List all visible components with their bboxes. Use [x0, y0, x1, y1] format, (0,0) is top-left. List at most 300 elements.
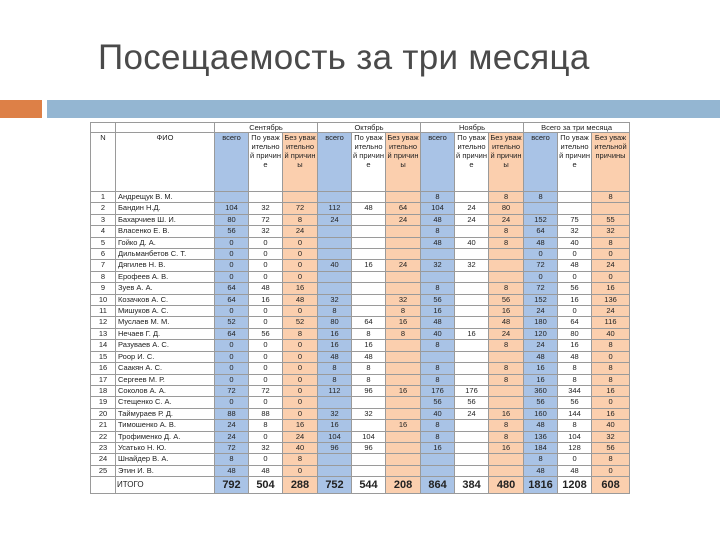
hours-cell: 0	[558, 454, 592, 465]
hours-cell: 184	[524, 442, 558, 453]
hours-cell: 0	[283, 363, 318, 374]
table-row	[91, 328, 630, 339]
hours-cell: 64	[524, 226, 558, 237]
hours-cell: 0	[249, 317, 283, 328]
hours-cell	[352, 192, 386, 203]
hours-cell: 0	[215, 237, 249, 248]
hours-cell: 72	[283, 203, 318, 214]
hours-cell: 8	[352, 374, 386, 385]
hours-cell: 0	[283, 408, 318, 419]
hours-cell: 8	[421, 363, 455, 374]
hours-cell: 40	[592, 420, 630, 431]
row-number: 7	[91, 260, 116, 271]
table-row	[91, 260, 630, 271]
sub-header-unrespectful: Без уважительной причины	[592, 133, 630, 192]
row-number: 11	[91, 306, 116, 317]
hours-cell: 40	[455, 237, 489, 248]
hours-cell	[352, 454, 386, 465]
hours-cell	[524, 203, 558, 214]
table-row	[91, 420, 630, 431]
hours-cell	[455, 431, 489, 442]
student-name: Трофименко Д. А.	[116, 431, 215, 442]
hours-cell: 16	[489, 306, 524, 317]
hours-cell: 128	[558, 442, 592, 453]
hours-cell: 8	[386, 328, 421, 339]
student-name: Бандин Н.Д.	[116, 203, 215, 214]
hours-cell	[386, 249, 421, 260]
accent-bar-orange	[0, 100, 42, 118]
hours-cell: 136	[592, 294, 630, 305]
hours-cell: 104	[558, 431, 592, 442]
hours-cell	[455, 226, 489, 237]
hours-cell: 96	[318, 442, 352, 453]
hours-cell: 8	[489, 192, 524, 203]
sub-header-respectful: По уважительной причине	[455, 133, 489, 192]
student-name: Власенко Е. В.	[116, 226, 215, 237]
sub-header-unrespectful: Без уважительной причины	[283, 133, 318, 192]
hours-cell: 16	[592, 385, 630, 396]
hours-cell: 32	[249, 442, 283, 453]
hours-cell: 24	[524, 340, 558, 351]
table-row	[91, 306, 630, 317]
row-number: 21	[91, 420, 116, 431]
row-number: 2	[91, 203, 116, 214]
student-name: Этин И. В.	[116, 465, 215, 476]
hours-cell: 0	[283, 374, 318, 385]
hours-cell: 16	[386, 420, 421, 431]
hours-cell: 0	[249, 374, 283, 385]
hours-cell: 32	[455, 260, 489, 271]
hours-cell	[386, 363, 421, 374]
table-row	[91, 226, 630, 237]
hours-cell: 0	[249, 454, 283, 465]
table-row	[91, 431, 630, 442]
hours-cell	[558, 192, 592, 203]
hours-cell	[249, 192, 283, 203]
hours-cell	[386, 351, 421, 362]
total-cell: 752	[318, 477, 352, 494]
hours-cell	[489, 260, 524, 271]
hours-cell: 48	[524, 351, 558, 362]
hours-cell	[455, 363, 489, 374]
total-cell: 384	[455, 477, 489, 494]
hours-cell	[421, 249, 455, 260]
hours-cell: 56	[249, 328, 283, 339]
hours-cell: 0	[558, 249, 592, 260]
row-number: 15	[91, 351, 116, 362]
hours-cell: 136	[524, 431, 558, 442]
hours-cell	[455, 294, 489, 305]
total-cell: 792	[215, 477, 249, 494]
row-number: 23	[91, 442, 116, 453]
hours-cell: 8	[421, 374, 455, 385]
hours-cell: 48	[283, 294, 318, 305]
total-cell: 288	[283, 477, 318, 494]
hours-cell: 16	[455, 328, 489, 339]
hours-cell: 8	[592, 374, 630, 385]
total-label: ИТОГО	[116, 477, 215, 494]
hours-cell: 176	[455, 385, 489, 396]
hours-cell	[215, 192, 249, 203]
hours-cell: 0	[215, 249, 249, 260]
hours-cell: 0	[249, 340, 283, 351]
hours-cell	[455, 454, 489, 465]
hours-cell: 8	[592, 192, 630, 203]
hours-cell	[386, 408, 421, 419]
hours-cell	[386, 374, 421, 385]
hours-cell	[489, 271, 524, 282]
hours-cell: 0	[215, 351, 249, 362]
hours-cell: 8	[283, 454, 318, 465]
hours-cell: 0	[283, 249, 318, 260]
hours-cell: 72	[249, 385, 283, 396]
total-cell: 608	[592, 477, 630, 494]
student-name: Роор И. С.	[116, 351, 215, 362]
hours-cell: 8	[318, 374, 352, 385]
hours-cell	[455, 283, 489, 294]
hours-cell: 56	[558, 397, 592, 408]
hours-cell: 64	[558, 317, 592, 328]
student-name: Шнайдер В. А.	[116, 454, 215, 465]
slide-title: Посещаемость за три месяца	[98, 38, 590, 77]
header-month-3: Ноябрь	[421, 123, 524, 133]
student-name: Козачков А. С.	[116, 294, 215, 305]
hours-cell: 0	[283, 397, 318, 408]
hours-cell: 48	[421, 214, 455, 225]
hours-cell	[455, 192, 489, 203]
hours-cell: 8	[592, 237, 630, 248]
table-row	[91, 442, 630, 453]
hours-cell: 40	[558, 237, 592, 248]
hours-cell: 104	[318, 431, 352, 442]
hours-cell: 104	[215, 203, 249, 214]
hours-cell	[386, 340, 421, 351]
hours-cell: 16	[352, 340, 386, 351]
hours-cell: 56	[524, 397, 558, 408]
hours-cell: 32	[318, 294, 352, 305]
hours-cell: 0	[215, 306, 249, 317]
hours-cell: 104	[352, 431, 386, 442]
hours-cell	[455, 351, 489, 362]
hours-cell: 0	[283, 271, 318, 282]
hours-cell: 0	[283, 465, 318, 476]
hours-cell: 32	[592, 226, 630, 237]
hours-cell: 116	[592, 317, 630, 328]
hours-cell: 8	[215, 454, 249, 465]
hours-cell: 56	[421, 294, 455, 305]
hours-cell: 0	[283, 260, 318, 271]
hours-cell: 8	[489, 226, 524, 237]
hours-cell: 24	[489, 328, 524, 339]
hours-cell: 8	[489, 374, 524, 385]
hours-cell: 8	[421, 420, 455, 431]
hours-cell: 40	[318, 260, 352, 271]
hours-cell: 0	[524, 271, 558, 282]
hours-cell: 0	[215, 271, 249, 282]
hours-cell: 0	[524, 249, 558, 260]
row-number: 8	[91, 271, 116, 282]
table-row	[91, 351, 630, 362]
hours-cell	[558, 203, 592, 214]
row-number: 16	[91, 363, 116, 374]
hours-cell: 8	[558, 363, 592, 374]
hours-cell: 88	[249, 408, 283, 419]
hours-cell: 24	[489, 214, 524, 225]
hours-cell	[318, 397, 352, 408]
hours-cell: 16	[386, 385, 421, 396]
hours-cell: 0	[558, 271, 592, 282]
row-number: 5	[91, 237, 116, 248]
hours-cell: 72	[215, 385, 249, 396]
hours-cell	[386, 431, 421, 442]
hours-cell: 0	[283, 237, 318, 248]
hours-cell	[455, 249, 489, 260]
hours-cell: 16	[524, 374, 558, 385]
header-no	[91, 123, 116, 133]
hours-cell: 48	[489, 317, 524, 328]
hours-cell: 0	[249, 363, 283, 374]
hours-cell: 72	[215, 442, 249, 453]
hours-cell: 0	[215, 397, 249, 408]
hours-cell	[421, 465, 455, 476]
hours-cell: 48	[249, 283, 283, 294]
hours-cell: 16	[318, 340, 352, 351]
hours-cell	[352, 465, 386, 476]
table-row	[91, 363, 630, 374]
hours-cell	[318, 249, 352, 260]
hours-cell: 52	[283, 317, 318, 328]
hours-cell: 48	[352, 203, 386, 214]
table-row	[91, 294, 630, 305]
hours-cell	[386, 465, 421, 476]
hours-cell: 48	[352, 351, 386, 362]
hours-cell	[455, 420, 489, 431]
hours-cell: 48	[524, 465, 558, 476]
row-number: 25	[91, 465, 116, 476]
accent-bar-blue	[47, 100, 720, 118]
hours-cell: 88	[215, 408, 249, 419]
hours-cell: 80	[489, 203, 524, 214]
hours-cell: 8	[524, 192, 558, 203]
hours-cell: 8	[318, 306, 352, 317]
hours-cell: 8	[421, 431, 455, 442]
hours-cell: 180	[524, 317, 558, 328]
hours-cell: 8	[592, 340, 630, 351]
hours-cell: 176	[421, 385, 455, 396]
student-name: Стещенко С. А.	[116, 397, 215, 408]
hours-cell: 0	[249, 351, 283, 362]
header-month-2: Октябрь	[318, 123, 421, 133]
hours-cell	[318, 271, 352, 282]
hours-cell: 72	[524, 283, 558, 294]
hours-cell: 80	[318, 317, 352, 328]
hours-cell	[489, 351, 524, 362]
hours-cell: 16	[283, 420, 318, 431]
hours-cell: 8	[283, 214, 318, 225]
row-number: 20	[91, 408, 116, 419]
hours-cell: 40	[421, 408, 455, 419]
total-cell: 1208	[558, 477, 592, 494]
hours-cell	[352, 283, 386, 294]
hours-cell: 56	[489, 294, 524, 305]
hours-cell: 8	[524, 454, 558, 465]
hours-cell: 24	[386, 260, 421, 271]
attendance-table	[90, 122, 630, 494]
hours-cell: 16	[283, 283, 318, 294]
hours-cell	[386, 192, 421, 203]
hours-cell: 0	[592, 465, 630, 476]
hours-cell: 56	[592, 442, 630, 453]
row-number: 3	[91, 214, 116, 225]
hours-cell: 8	[352, 328, 386, 339]
row-number: 1	[91, 192, 116, 203]
hours-cell: 8	[489, 420, 524, 431]
hours-cell: 32	[386, 294, 421, 305]
hours-cell: 40	[592, 328, 630, 339]
student-name: Саакян А. С.	[116, 363, 215, 374]
hours-cell: 8	[421, 283, 455, 294]
hours-cell: 72	[249, 214, 283, 225]
hours-cell: 16	[386, 317, 421, 328]
hours-cell: 48	[318, 351, 352, 362]
hours-cell: 55	[592, 214, 630, 225]
hours-cell: 75	[558, 214, 592, 225]
hours-cell	[386, 283, 421, 294]
hours-cell: 56	[421, 397, 455, 408]
hours-cell: 64	[352, 317, 386, 328]
sub-header-respectful: По уважительной причине	[249, 133, 283, 192]
sub-header-total: всего	[524, 133, 558, 192]
hours-cell: 48	[524, 237, 558, 248]
table-row	[91, 237, 630, 248]
hours-cell: 48	[558, 465, 592, 476]
hours-cell: 32	[249, 203, 283, 214]
table-row	[91, 340, 630, 351]
hours-cell	[421, 271, 455, 282]
row-number: 4	[91, 226, 116, 237]
hours-cell: 8	[352, 363, 386, 374]
hours-cell: 8	[283, 328, 318, 339]
hours-cell: 120	[524, 328, 558, 339]
sub-header-total: всего	[215, 133, 249, 192]
hours-cell	[318, 283, 352, 294]
student-name: Тимошенко А. В.	[116, 420, 215, 431]
hours-cell: 48	[215, 465, 249, 476]
hours-cell	[386, 226, 421, 237]
hours-cell: 16	[318, 420, 352, 431]
row-number: 18	[91, 385, 116, 396]
hours-cell	[421, 454, 455, 465]
header-fio	[116, 123, 215, 133]
hours-cell: 24	[283, 431, 318, 442]
hours-cell: 0	[283, 306, 318, 317]
hours-cell: 24	[215, 420, 249, 431]
hours-cell	[318, 454, 352, 465]
hours-cell: 0	[249, 397, 283, 408]
hours-cell	[318, 192, 352, 203]
header-row-subs	[91, 133, 630, 192]
hours-cell: 52	[215, 317, 249, 328]
hours-cell: 24	[318, 214, 352, 225]
table-body	[91, 192, 630, 477]
sub-header-unrespectful: Без уважительной причины	[386, 133, 421, 192]
hours-cell: 0	[592, 351, 630, 362]
hours-cell: 16	[558, 294, 592, 305]
table-row	[91, 249, 630, 260]
hours-cell	[489, 385, 524, 396]
total-cell: 208	[386, 477, 421, 494]
hours-cell: 24	[283, 226, 318, 237]
hours-cell: 48	[249, 465, 283, 476]
hours-cell	[386, 397, 421, 408]
hours-cell: 8	[489, 363, 524, 374]
hours-cell: 48	[421, 237, 455, 248]
hours-cell: 0	[592, 249, 630, 260]
hours-cell: 24	[455, 203, 489, 214]
hours-cell: 0	[283, 340, 318, 351]
hours-cell: 8	[421, 192, 455, 203]
hours-cell: 16	[489, 408, 524, 419]
hours-cell: 16	[421, 306, 455, 317]
hours-cell: 16	[249, 294, 283, 305]
student-name: Усатько Н. Ю.	[116, 442, 215, 453]
hours-cell: 8	[318, 363, 352, 374]
sub-header-respectful: По уважительной причине	[558, 133, 592, 192]
student-name: Дильманбетов С. Т.	[116, 249, 215, 260]
total-cell: 544	[352, 477, 386, 494]
table-row	[91, 465, 630, 476]
table-row	[91, 385, 630, 396]
header-fio-label: ФИО	[116, 133, 215, 192]
table-row	[91, 283, 630, 294]
header-row-groups	[91, 123, 630, 133]
hours-cell	[489, 454, 524, 465]
hours-cell: 24	[215, 431, 249, 442]
hours-cell: 0	[592, 397, 630, 408]
hours-cell: 32	[249, 226, 283, 237]
hours-cell	[455, 465, 489, 476]
header-no-label: N	[91, 133, 116, 192]
hours-cell	[489, 397, 524, 408]
hours-cell	[283, 192, 318, 203]
student-name: Нечаев Г. Д.	[116, 328, 215, 339]
table-row	[91, 203, 630, 214]
hours-cell: 24	[592, 260, 630, 271]
hours-cell: 0	[215, 340, 249, 351]
table-row	[91, 214, 630, 225]
hours-cell: 32	[352, 408, 386, 419]
hours-cell: 16	[318, 328, 352, 339]
student-name: Муслаев М. М.	[116, 317, 215, 328]
hours-cell: 80	[558, 328, 592, 339]
hours-cell: 0	[283, 385, 318, 396]
hours-cell: 0	[215, 374, 249, 385]
hours-cell: 8	[489, 237, 524, 248]
hours-cell: 32	[592, 431, 630, 442]
hours-cell: 0	[558, 306, 592, 317]
hours-cell: 96	[352, 442, 386, 453]
hours-cell: 32	[318, 408, 352, 419]
table-row	[91, 271, 630, 282]
hours-cell: 8	[592, 454, 630, 465]
hours-cell: 8	[489, 431, 524, 442]
hours-cell: 8	[592, 363, 630, 374]
student-name: Дягилев Н. В.	[116, 260, 215, 271]
hours-cell: 48	[558, 351, 592, 362]
row-number: 9	[91, 283, 116, 294]
student-name: Андрещук В. М.	[116, 192, 215, 203]
hours-cell	[318, 226, 352, 237]
